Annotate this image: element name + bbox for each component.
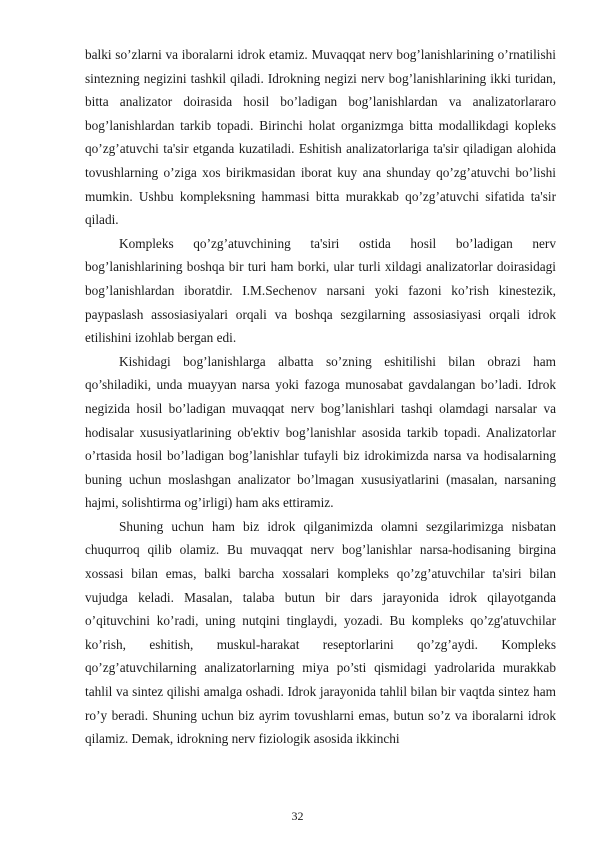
- paragraph-3: Kishidagi bog’lanishlarga albatta so’zning eshitilishi bilan obrazi ham qo’shiladiki, unda muayyan narsa yoki fazoga munosabat gavdalangan bo’ladi. Idrok negizida hosil bo’ladigan muvaqqat nerv bog’lanishlari tashqi olamdagi narsalar va hodisalar xususiyatlarining ob'ektiv bog’lanishlar asosida tarkib topadi. Analizatorlar o’rtasida hosil bo’ladigan bog’lanishlar tufayli biz idrokimizda narsa va hodisalarning buning uchun moslashgan analizator bo’lmagan xususiyatlarini (masalan, narsaning hajmi, solishtirma og’irligi) ham aks ettiramiz.: [85, 353, 556, 511]
- paragraph-1: balki so’zlarni va iboralarni idrok etamiz. Muvaqqat nerv bog’lanishlarining o’rnatilishi sintezning negizini tashkil qiladi. Idrokning negizi nerv bog’lanishlarining ikki turidan, bitta analizator doirasida hosil bo’ladigan bog’lanishlardan va analizatorlararo bog’lanishlardan tarkib topadi. Birinchi holat organizmga bitta modallikdagi kopleks qo’zg’atuvchi ta'sir etganda kuzatiladi. Eshitish analizatorlariga ta'sir qiladigan alohida tovushlarning o’ziga xos birikmasidan iborat kuy ana shunday qo’zg’atuvchi bo’lishi mumkin. Ushbu kompleksning hammasi bitta murakkab qo’zg’atuvchi sifatida ta'sir qiladi.: [85, 47, 556, 228]
- page-number: 32: [291, 809, 304, 823]
- paragraph-4: Shuning uchun ham biz idrok qilganimizda olamni sezgilarimizga nisbatan chuqurroq qilib olamiz. Bu muvaqqat nerv bog’lanishlar narsa-hodisaning birgina xossasi bilan emas, balki barcha xossalari kompleks qo’zg’atuvchilar ta'siri bilan vujudga keladi. Masalan, talaba butun bir dars jarayonida idrok qilayotganda o’qituvchini ko’radi, uning nutqini tinglaydi, yozadi. Bu kompleks qo’zg'atuvchilar ko’rish, eshitish, muskul-harakat reseptorlarini qo’zg’aydi. Kompleks qo’zg’atuvchilarning analizatorlarning miya po’sti qismidagi yadrolarida murakkab tahlil va sintez qilishi amalga oshadi. Idrok jarayonida tahlil bilan bir vaqtda sintez ham ro’y beradi. Shuning uchun biz ayrim tovushlarni emas, butun so’z va iboralarni idrok qilamiz. Demak, idrokning nerv fiziologik asosida ikkinchi: [85, 518, 556, 747]
- body-text: [85, 43, 556, 751]
- paragraph-2: Kompleks qo’zg’atuvchining ta'siri ostida hosil bo’ladigan nerv bog’lanishlarining boshqa bir turi ham borki, ular turli xildagi analizatorlar doirasidagi bog’lanishlardan iboratdir. I.M.Sechenov narsani yoki fazoni ko’rish kinestezik, paypaslash assosiasiyalari orqali va boshqa sezgilarning assosiasiyasi orqali idrok etilishini izohlab bergan edi.: [85, 235, 556, 346]
